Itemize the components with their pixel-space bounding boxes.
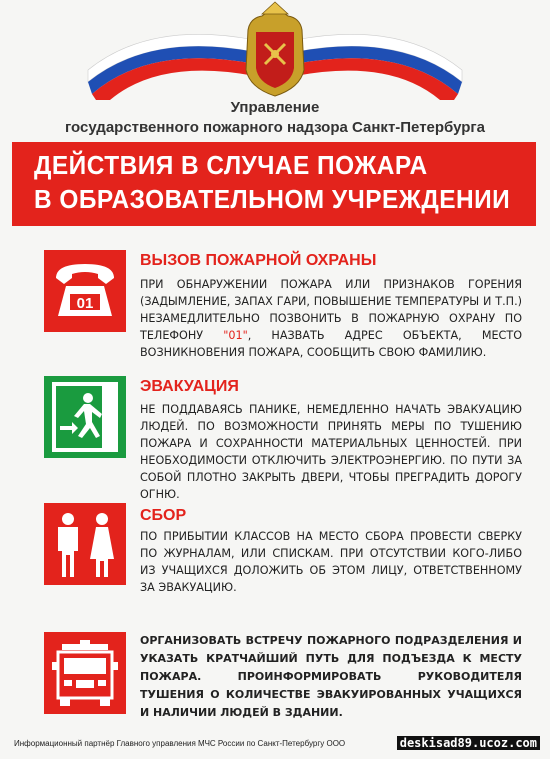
section-text-evacuation: НЕ ПОДДАВАЯСЬ ПАНИКЕ, НЕМЕДЛЕННО НАЧАТЬ ЭВАКУАЦИЮ ЛЮДЕЙ. ПО ВОЗМОЖНОСТИ ПРИНЯТЬ МЕРЫ ПО ТУШЕНИЮ ПОЖАРА И СОХРАННОСТИ МАТЕРИАЛЬНЫХ ЦЕННОСТЕЙ. ПРИ НЕОБХОДИМОСТИ ОТКЛЮЧИТЬ ЭЛЕКТРОЭНЕРГИЮ. ПО ПУТИ ЗА СОБОЙ ПЛОТНО ЗАКРЫТЬ ДВЕРИ, ЧТОБЫ ПРЕГРАДИТЬ ДОРОГУ ОГНЮ. <box>140 403 522 501</box>
section-title-evacuation: ЭВАКУАЦИЯ <box>140 378 239 395</box>
phone-number-label: 01 <box>76 295 94 312</box>
fire-truck-icon <box>44 632 126 714</box>
call-text-part-2: , НАЗВАТЬ АДРЕС ОБЪЕКТА, МЕСТО ВОЗНИКНОВЕНИЯ ПОЖАРА, СООБЩИТЬ СВОЮ ФАМИЛИЮ. <box>140 329 522 359</box>
section-text-meet-firefighters: ОРГАНИЗОВАТЬ ВСТРЕЧУ ПОЖАРНОГО ПОДРАЗДЕЛЕНИЯ И УКАЗАТЬ КРАТЧАЙШИЙ ПУТЬ ДЛЯ ПОДЪЕЗДА К МЕСТУ ПОЖАРА. ПРОИНФОРМИРОВАТЬ РУКОВОДИТЕЛЯ ТУШЕНИЯ О КОЛИЧЕСТВЕ ЭВАКУИРОВАННЫХ УЧАЩИХСЯ И НАЛИЧИИ ЛЮДЕЙ В ЗДАНИИ. <box>140 634 522 719</box>
section-text-gathering: ПО ПРИБЫТИИ КЛАССОВ НА МЕСТО СБОРА ПРОВЕСТИ СВЕРКУ ПО ЖУРНАЛАМ, ИЛИ СПИСКАМ. ПРИ ОТСУТСТВИИ КОГО-ЛИБО ИЗ УЧАЩИХСЯ ДОЛОЖИТЬ ОБ ЭТОМ ЛИЦУ, ОТВЕТСТВЕННОМУ ЗА ЭВАКУАЦИЮ. <box>140 530 522 594</box>
telephone-icon <box>44 250 126 332</box>
title-banner <box>12 142 536 226</box>
org-line-2: государственного пожарного надзора Санкт-Петербурга <box>64 119 486 136</box>
watermark-site: deskisad89.ucoz.com <box>397 736 540 750</box>
man-woman-icon <box>44 503 126 585</box>
section-title-gathering: СБОР <box>140 507 187 524</box>
banner-line-2: В ОБРАЗОВАТЕЛЬНОМ УЧРЕЖДЕНИИ <box>34 184 511 214</box>
footer-partner: Информационный партнёр Главного управления МЧС России по Санкт-Петербургу ООО <box>14 739 346 748</box>
section-title-call: ВЫЗОВ ПОЖАРНОЙ ОХРАНЫ <box>140 252 377 269</box>
section-text-call <box>140 276 522 361</box>
phone-number: "01" <box>223 329 248 342</box>
call-text-part-1: ПРИ ОБНАРУЖЕНИИ ПОЖАРА ИЛИ ПРИЗНАКОВ ГОРЕНИЯ (ЗАДЫМЛЕНИЕ, ЗАПАХ ГАРИ, ПОВЫШЕНИЕ ТЕМПЕРАТУРЫ И Т.П.) НЕЗАМЕДЛИТЕЛЬНО ПОЗВОНИТЬ В ПОЖАРНУЮ ОХРАНУ ПО ТЕЛЕФОНУ <box>140 278 522 342</box>
org-line-1: Управление <box>230 99 320 116</box>
exit-running-man-icon <box>44 376 126 458</box>
coat-of-arms-icon <box>0 0 550 100</box>
banner-line-1: ДЕЙСТВИЯ В СЛУЧАЕ ПОЖАРА <box>34 150 428 180</box>
